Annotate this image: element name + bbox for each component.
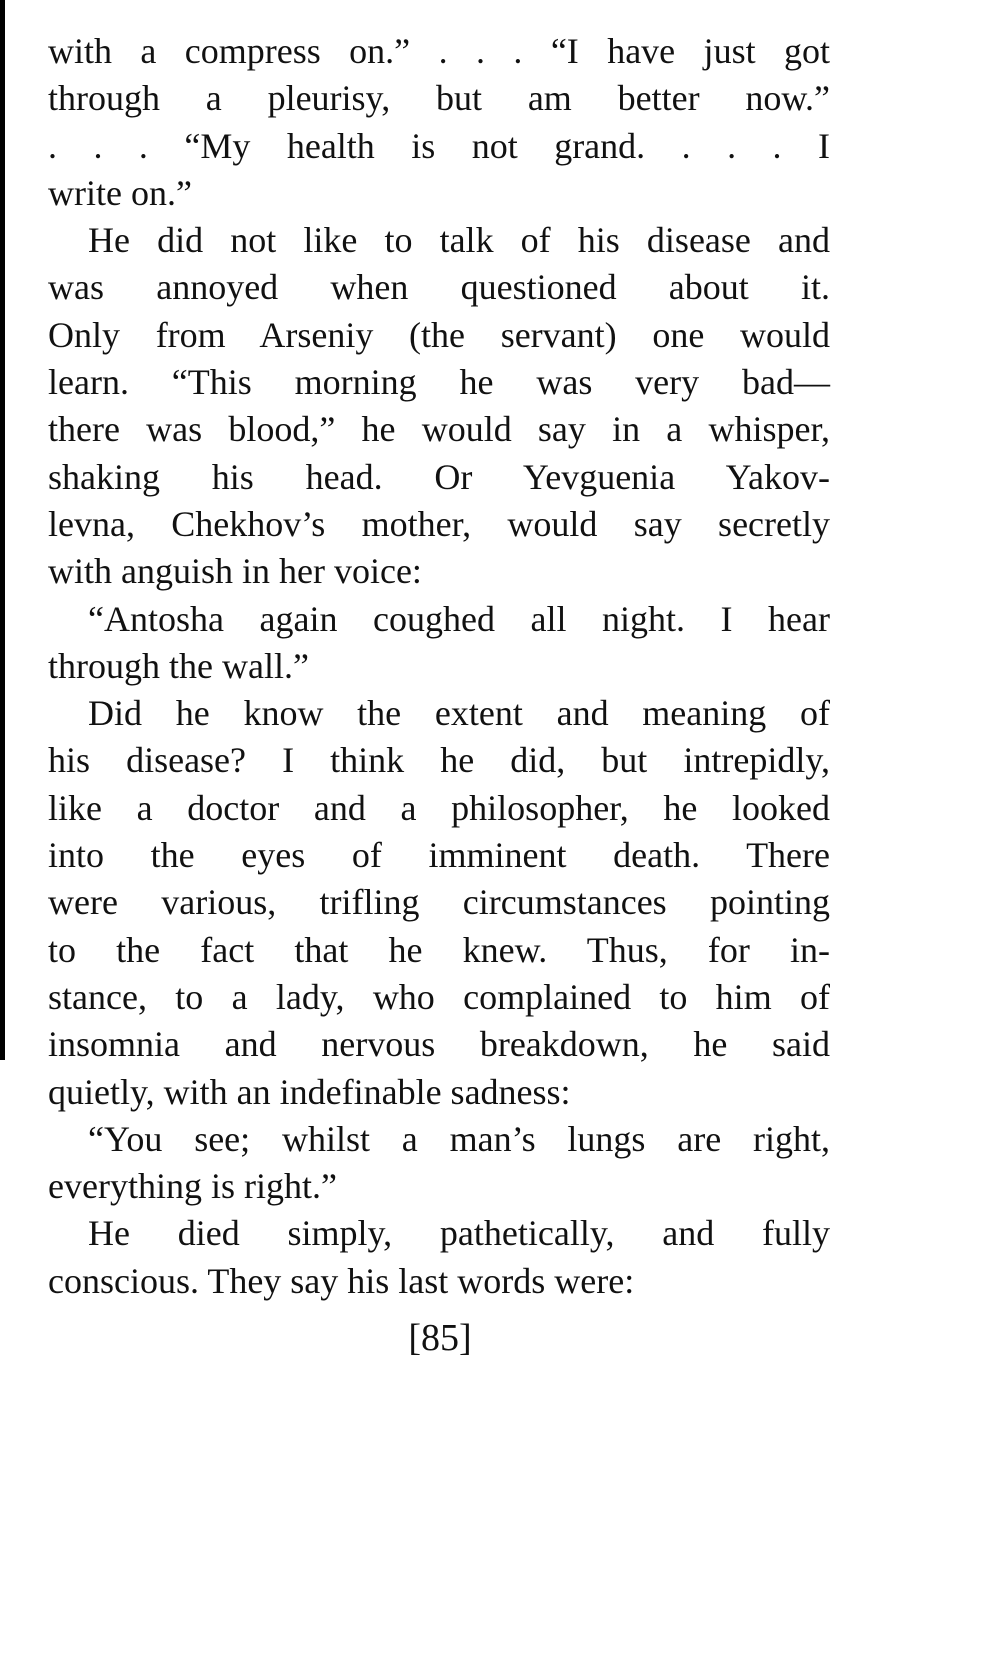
text-line: Did he know the extent and meaning of: [88, 693, 830, 734]
page-edge-rule: [0, 0, 5, 1060]
text-line: quietly, with an indefinable sadness:: [48, 1071, 571, 1112]
text-line: levna, Chekhov’s mother, would say secretly: [48, 503, 830, 544]
body-text: [48, 28, 830, 1305]
text-line: He did not like to talk of his disease and: [88, 220, 830, 261]
text-line: was annoyed when questioned about it.: [48, 267, 830, 308]
text-line: with anguish in her voice:: [48, 551, 422, 592]
page-number: [85]: [408, 1317, 472, 1359]
text-line: through a pleurisy, but am better now.”: [48, 78, 830, 119]
text-line: write on.”: [48, 172, 192, 213]
text-line: learn. “This morning he was very bad—: [48, 362, 830, 403]
text-line: conscious. They say his last words were:: [48, 1260, 635, 1301]
text-line: insomnia and nervous breakdown, he said: [48, 1024, 830, 1065]
text-line: his disease? I think he did, but intrepidly,: [48, 740, 830, 781]
text-line: into the eyes of imminent death. There: [48, 835, 830, 876]
text-line: “You see; whilst a man’s lungs are right,: [88, 1118, 830, 1159]
text-line: “Antosha again coughed all night. I hear: [88, 598, 830, 639]
text-line: everything is right.”: [48, 1166, 337, 1207]
text-line: Only from Arseniy (the servant) one would: [48, 314, 830, 355]
text-line: there was blood,” he would say in a whisper,: [48, 409, 830, 450]
text-line: to the fact that he knew. Thus, for in-: [48, 929, 830, 970]
text-line: through the wall.”: [48, 645, 309, 686]
text-line: were various, trifling circumstances pointing: [48, 882, 830, 923]
text-line: with a compress on.” . . . “I have just got: [48, 31, 830, 71]
text-line: stance, to a lady, who complained to him of: [48, 976, 830, 1017]
text-line: He died simply, pathetically, and fully: [88, 1213, 830, 1254]
text-line: like a doctor and a philosopher, he looked: [48, 787, 830, 828]
text-line: . . . “My health is not grand. . . . I: [48, 125, 830, 166]
text-line: shaking his head. Or Yevguenia Yakov-: [48, 456, 830, 497]
